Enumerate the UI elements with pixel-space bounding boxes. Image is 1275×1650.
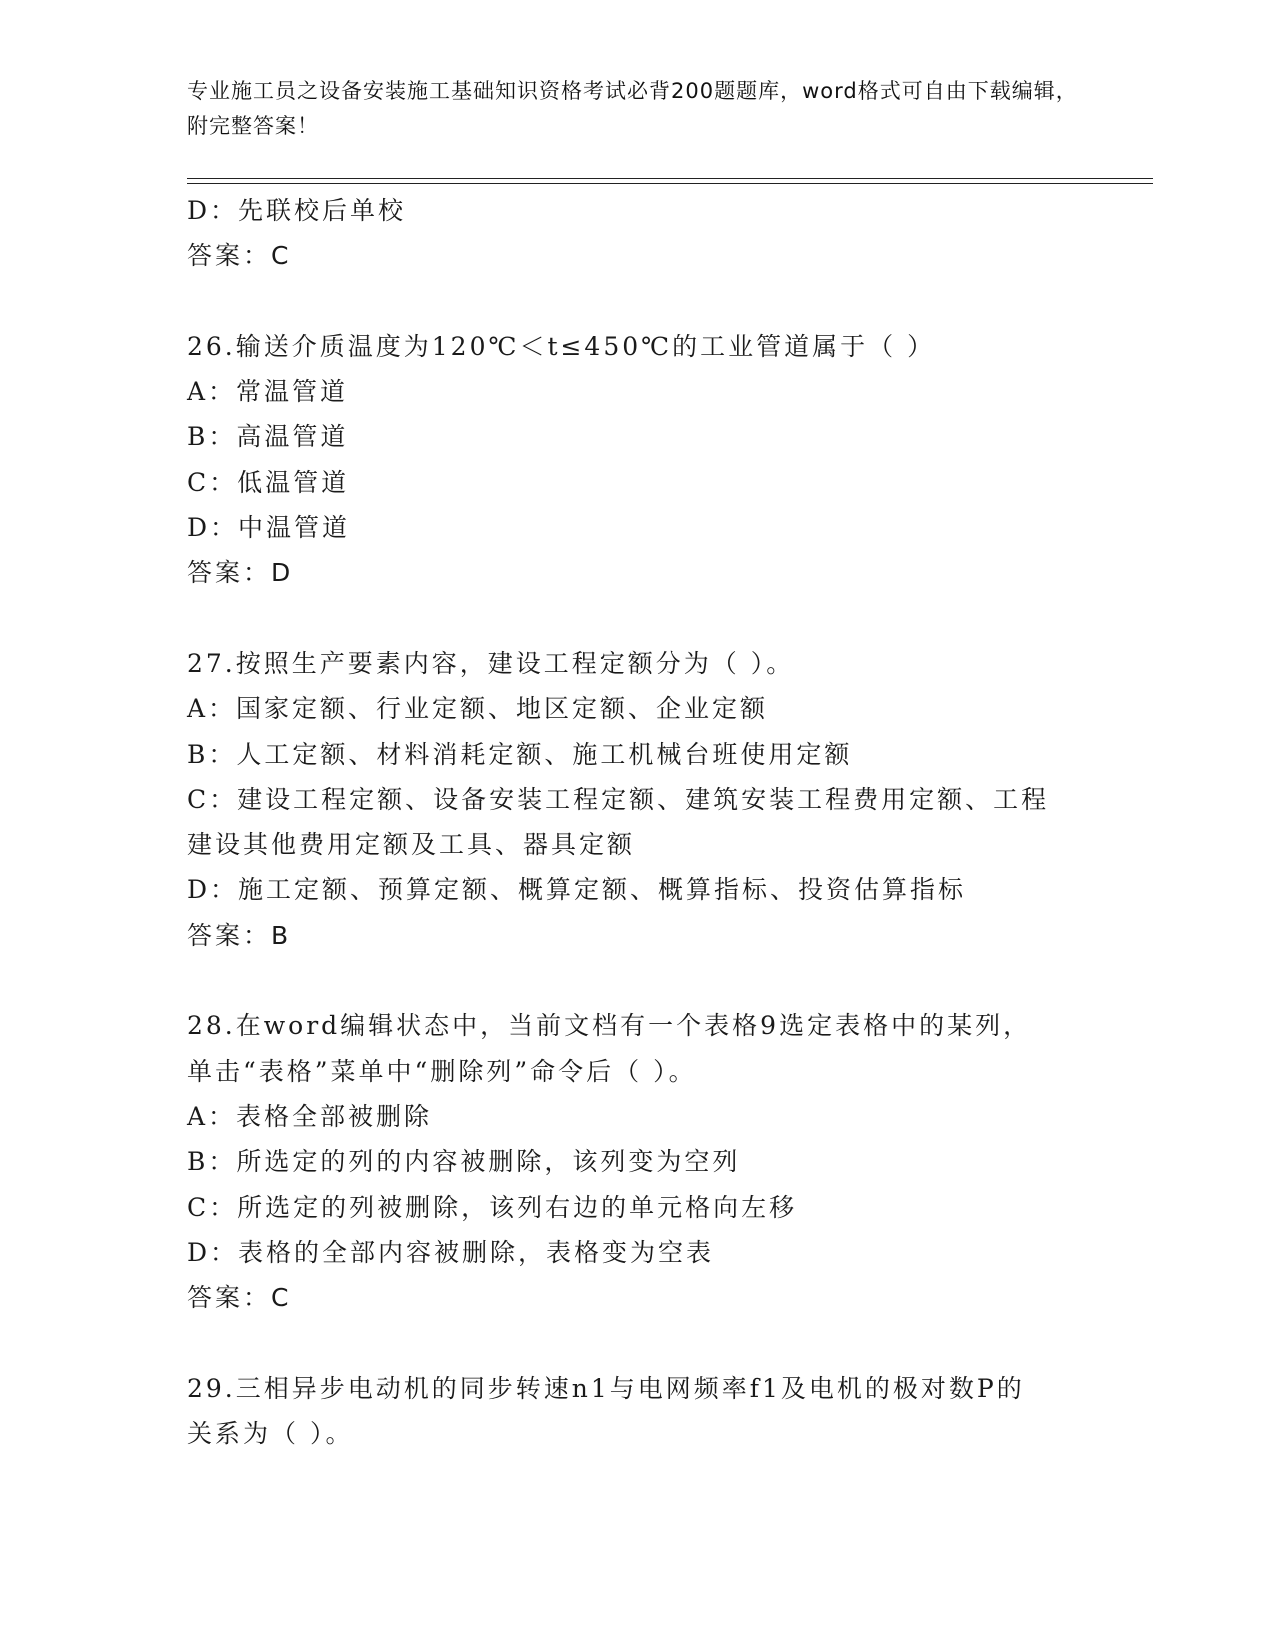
prev-answer: 答案：C — [187, 241, 292, 271]
q29-stem-line1: 29.三相异步电动机的同步转速n1与电网频率f1及电机的极对数P的 — [187, 1373, 1025, 1403]
document-header: 专业施工员之设备安装施工基础知识资格考试必背200题题库，word格式可自由下载编辑，附完整答案！ — [187, 79, 1078, 138]
q27-option-a: A：国家定额、行业定额、地区定额、企业定额 — [187, 694, 769, 724]
q26-option-a: A：常温管道 — [187, 377, 349, 407]
q28-option-d: D：表格的全部内容被删除，表格变为空表 — [187, 1237, 715, 1267]
q26-option-b: B：高温管道 — [187, 422, 349, 452]
spacer — [187, 279, 1087, 324]
q27-option-d: D：施工定额、预算定额、概算定额、概算指标、投资估算指标 — [187, 875, 967, 905]
q27-option-b: B：人工定额、材料消耗定额、施工机械台班使用定额 — [187, 739, 853, 769]
question-content — [187, 188, 1087, 1456]
q28-stem-line2: 单击“表格”菜单中“删除列”命令后（ ）。 — [187, 1056, 697, 1086]
q26-option-c: C：低温管道 — [187, 467, 350, 497]
q26-stem: 26.输送介质温度为120℃＜t≤450℃的工业管道属于（ ） — [187, 331, 936, 361]
q28-option-c: C：所选定的列被删除，该列右边的单元格向左移 — [187, 1192, 798, 1222]
q27-stem: 27.按照生产要素内容，建设工程定额分为（ ）。 — [187, 648, 795, 678]
q28-answer: 答案：C — [187, 1283, 292, 1313]
header-rule-bottom — [187, 183, 1153, 184]
spacer — [187, 596, 1087, 641]
q26-option-d: D：中温管道 — [187, 513, 351, 543]
q27-option-c-line2: 建设其他费用定额及工具、器具定额 — [187, 830, 636, 860]
spacer — [187, 958, 1087, 1003]
q26-answer: 答案：D — [187, 558, 294, 588]
q27-option-c-line1: C：建设工程定额、设备安装工程定额、建筑安装工程费用定额、工程 — [187, 784, 1050, 814]
q29-stem-line2: 关系为（ ）。 — [187, 1419, 354, 1449]
q28-stem-line1: 28.在word编辑状态中，当前文档有一个表格9选定表格中的某列， — [187, 1011, 1032, 1041]
prev-option-d: D：先联校后单校 — [187, 196, 407, 225]
spacer — [187, 1320, 1087, 1365]
header-rule-top — [187, 178, 1153, 179]
q28-option-b: B：所选定的列的内容被删除，该列变为空列 — [187, 1147, 741, 1177]
q27-answer: 答案：B — [187, 920, 292, 950]
q28-option-a: A：表格全部被删除 — [187, 1101, 433, 1131]
